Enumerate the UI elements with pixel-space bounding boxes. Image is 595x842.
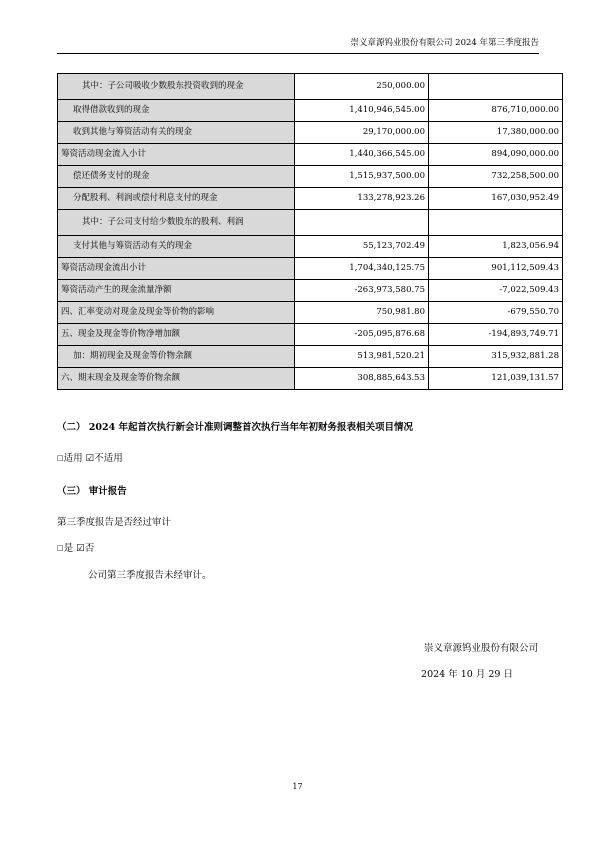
table-row: [58, 210, 563, 236]
audit-question: 第三季度报告是否经过审计: [57, 517, 172, 528]
row-label: 分配股利、利润或偿付利息支付的现金: [58, 188, 295, 210]
table-row: [58, 324, 563, 346]
yes-label: 是: [63, 543, 74, 554]
current-period-value: 55,123,702.49: [295, 236, 429, 258]
table-row: [58, 236, 563, 258]
prior-period-value: 1,823,056.94: [429, 236, 563, 258]
row-label: 收到其他与筹资活动有关的现金: [58, 122, 295, 144]
prior-period-value: 732,258,500.00: [429, 166, 563, 188]
row-label: 四、汇率变动对现金及现金等价物的影响: [58, 302, 295, 324]
row-label: 筹资活动产生的现金流量净额: [58, 280, 295, 302]
current-period-value: 29,170,000.00: [295, 122, 429, 144]
table-row: [58, 166, 563, 188]
table-row: [58, 74, 563, 100]
table-row: [58, 144, 563, 166]
row-label: 筹资活动现金流出小计: [58, 258, 295, 280]
section-3-options: [57, 540, 94, 554]
row-label: 五、现金及现金等价物净增加额: [58, 324, 295, 346]
signature-company: 崇义章源钨业股份有限公司: [423, 643, 538, 654]
not-applicable-label: 不适用: [94, 453, 123, 464]
table-row: [58, 302, 563, 324]
checked-box-icon[interactable]: ☑: [85, 453, 95, 464]
current-period-value: 750,981.80: [295, 302, 429, 324]
checked-box-icon[interactable]: ☑: [76, 543, 85, 554]
header-divider: [57, 53, 539, 54]
section-2-options: [57, 450, 123, 464]
row-label: 取得借款收到的现金: [58, 100, 295, 122]
section-3-title: （三） 审计报告: [57, 486, 127, 497]
prior-period-value: [429, 74, 563, 100]
current-period-value: -263,973,580.75: [295, 280, 429, 302]
prior-period-value: -7,022,509.43: [429, 280, 563, 302]
prior-period-value: 167,030,952.49: [429, 188, 563, 210]
no-label: 否: [84, 543, 95, 554]
current-period-value: 1,515,937,500.00: [295, 166, 429, 188]
prior-period-value: 121,039,131.57: [429, 368, 563, 390]
current-period-value: 1,704,340,125.75: [295, 258, 429, 280]
current-period-value: 308,885,643.53: [295, 368, 429, 390]
row-label: 加：期初现金及现金等价物余额: [58, 346, 295, 368]
prior-period-value: 894,090,000.00: [429, 144, 563, 166]
row-label: 其中：子公司支付给少数股东的股利、利润: [58, 210, 295, 236]
current-period-value: 133,278,923.26: [295, 188, 429, 210]
unchecked-box-icon[interactable]: □: [57, 544, 64, 552]
prior-period-value: -679,550.70: [429, 302, 563, 324]
row-label: 筹资活动现金流入小计: [58, 144, 295, 166]
signature-date: 2024 年 10 月 29 日: [421, 669, 513, 680]
applicable-label: 适用: [63, 453, 83, 464]
row-label: 其中：子公司吸收少数股东投资收到的现金: [58, 74, 295, 100]
prior-period-value: -194,893,749.71: [429, 324, 563, 346]
section-2-title: （二） 2024 年起首次执行新会计准则调整首次执行当年年初财务报表相关项目情况: [57, 422, 414, 433]
current-period-value: 513,981,520.21: [295, 346, 429, 368]
table-row: [58, 346, 563, 368]
prior-period-value: [429, 210, 563, 236]
current-period-value: 250,000.00: [295, 74, 429, 100]
prior-period-value: 901,112,509.43: [429, 258, 563, 280]
row-label: 六、期末现金及现金等价物余额: [58, 368, 295, 390]
row-label: 偿还债务支付的现金: [58, 166, 295, 188]
current-period-value: [295, 210, 429, 236]
table-row: [58, 258, 563, 280]
table-row: [58, 280, 563, 302]
page-number: 17: [292, 782, 303, 791]
unchecked-box-icon[interactable]: □: [57, 454, 64, 462]
row-label: 支付其他与筹资活动有关的现金: [58, 236, 295, 258]
current-period-value: 1,410,946,545.00: [295, 100, 429, 122]
table-row: [58, 368, 563, 390]
table-row: [58, 122, 563, 144]
table-row: [58, 100, 563, 122]
current-period-value: -205,095,876.68: [295, 324, 429, 346]
cash-flow-table: [57, 73, 563, 390]
prior-period-value: 17,380,000.00: [429, 122, 563, 144]
page-header: 崇义章源钨业股份有限公司 2024 年第三季度报告: [350, 38, 539, 48]
audit-statement: 公司第三季度报告未经审计。: [88, 570, 212, 581]
prior-period-value: 315,932,881.28: [429, 346, 563, 368]
prior-period-value: 876,710,000.00: [429, 100, 563, 122]
table-row: [58, 188, 563, 210]
current-period-value: 1,440,366,545.00: [295, 144, 429, 166]
